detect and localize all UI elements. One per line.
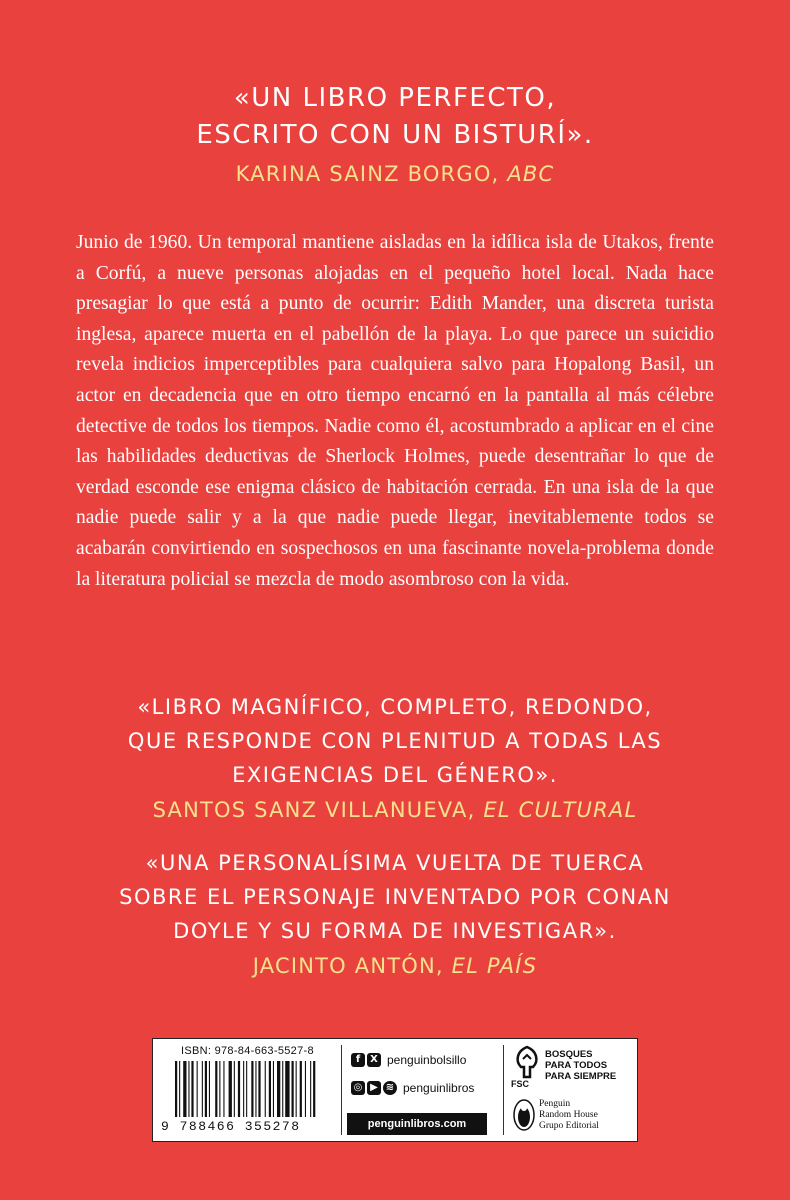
spotify-icon: ≋	[383, 1081, 397, 1095]
quote-attribution	[0, 162, 790, 186]
barcode-bar	[238, 1061, 240, 1117]
quote-line: DOYLE Y SU FORMA DE INVESTIGAR».	[173, 919, 617, 943]
quote-line: «UN LIBRO PERFECTO,	[233, 83, 557, 113]
quote-line: ESCRITO CON UN BISTURÍ».	[196, 120, 594, 150]
barcode-bar	[209, 1061, 210, 1117]
quote-source: EL PAÍS	[451, 954, 538, 978]
barcode-bar	[292, 1061, 294, 1117]
barcode-bar	[202, 1061, 203, 1117]
facebook-icon: f	[351, 1053, 365, 1067]
quote-line: «LIBRO MAGNÍFICO, COMPLETO, REDONDO,	[137, 695, 653, 719]
quote-source: ABC	[507, 162, 555, 186]
barcode-bar	[300, 1061, 302, 1117]
barcode-bar	[215, 1061, 217, 1117]
publisher-line: Grupo Editorial	[539, 1121, 599, 1131]
fsc-label: FSC	[511, 1079, 529, 1089]
barcode-bar	[313, 1061, 315, 1117]
social-row-2	[351, 1077, 501, 1099]
fsc-tree-icon	[513, 1045, 541, 1079]
fsc-slogan-line: BOSQUES	[545, 1049, 593, 1060]
barcode-bar	[251, 1061, 253, 1117]
quote-attribution	[0, 798, 790, 822]
fsc-slogan	[545, 1049, 616, 1082]
barcode-bar	[179, 1061, 180, 1117]
publisher-logo	[509, 1097, 633, 1137]
divider	[341, 1045, 342, 1135]
fsc-logo	[509, 1045, 633, 1095]
social-handle: penguinlibros	[403, 1081, 475, 1095]
publisher-name	[539, 1099, 599, 1132]
barcode-bar	[273, 1061, 274, 1117]
barcode-bar	[183, 1061, 186, 1117]
social-links	[351, 1049, 501, 1105]
quote-author: KARINA SAINZ BORGO,	[235, 162, 508, 186]
barcode-bar	[310, 1061, 311, 1117]
instagram-icon: ◎	[351, 1081, 365, 1095]
barcode-bar	[255, 1061, 256, 1117]
barcode-bar	[197, 1061, 198, 1117]
barcode	[161, 1061, 337, 1119]
quote-line: SOBRE EL PERSONAJE INVENTADO POR CONAN	[119, 885, 671, 909]
barcode-bar	[285, 1061, 289, 1117]
quote-line: EXIGENCIAS DEL GÉNERO».	[232, 763, 558, 787]
barcode-number: 9 788466 355278	[161, 1119, 301, 1134]
publisher-panel	[152, 1038, 638, 1142]
review-quote-1	[0, 80, 790, 186]
publisher-line: Random House	[539, 1110, 598, 1120]
barcode-bar	[223, 1061, 224, 1117]
isbn-label: ISBN: 978-84-663-5527-8	[181, 1045, 314, 1057]
youtube-icon: ▶	[367, 1081, 381, 1095]
review-quote-2	[0, 690, 790, 822]
website-label: penguinlibros.com	[347, 1113, 487, 1135]
synopsis-text: Junio de 1960. Un temporal mantiene aisladas en la idílica isla de Utakos, frente a Corfú, a nueve personas alojadas en el pequeño hotel local. Nada hace presagiar lo que está a punto de ocurrir: Edith Mander, una discreta turista inglesa, aparece muerta en el pabellón de la playa. Lo que parece un suicidio revela indicios imperceptibles para cualquiera salvo para Hopalong Basil, un actor en decadencia que en otro tiempo encarnó en la pantalla al más célebre detective de todos los tiempos. Nadie como él, acostumbrado a aplicar en el cine las habilidades deductivas de Sherlock Holmes, puede desentrañar lo que de verdad esconde ese enigma clásico de habitación cerrada. En una isla de la que nadie puede salir y a la que nadie puede llegar, inevitablemente todos se acabarán convirtiendo en sospechosos en una fascinante novela-problema donde la literatura policial se mezcla de modo asombroso con la vida.	[76, 232, 714, 590]
barcode-bar	[229, 1061, 232, 1117]
barcode-bar	[258, 1061, 260, 1117]
barcode-bar	[277, 1061, 280, 1117]
barcode-bar	[265, 1061, 266, 1117]
publisher-line: Penguin	[539, 1099, 571, 1109]
barcode-bar	[296, 1061, 297, 1117]
barcode-bar	[246, 1061, 247, 1117]
fsc-slogan-line: PARA SIEMPRE	[545, 1071, 617, 1082]
barcode-bar	[175, 1061, 177, 1117]
barcode-bar	[205, 1061, 207, 1117]
quote-line: QUE RESPONDE CON PLENITUD A TODAS LAS	[127, 729, 663, 753]
review-quote-3	[0, 846, 790, 978]
barcode-bar	[282, 1061, 283, 1117]
quote-attribution	[0, 954, 790, 978]
quote-line: «UNA PERSONALÍSIMA VUELTA DE TUERCA	[145, 851, 645, 875]
barcode-bar	[188, 1061, 189, 1117]
barcode-bar	[191, 1061, 193, 1117]
social-row-1	[351, 1049, 501, 1071]
barcode-bar	[234, 1061, 235, 1117]
barcode-bar	[243, 1061, 244, 1117]
divider	[503, 1045, 504, 1135]
quote-source: EL CULTURAL	[483, 798, 638, 822]
barcode-bar	[269, 1061, 271, 1117]
barcode-bar	[219, 1061, 220, 1117]
barcode-area	[161, 1045, 337, 1137]
quote-author: SANTOS SANZ VILLANUEVA,	[152, 798, 484, 822]
penguin-icon	[513, 1099, 535, 1131]
barcode-bar	[305, 1061, 306, 1117]
x-icon: X	[367, 1053, 381, 1067]
fsc-slogan-line: PARA TODOS	[545, 1060, 608, 1071]
social-handle: penguinbolsillo	[387, 1053, 467, 1067]
quote-author: JACINTO ANTÓN,	[252, 954, 452, 978]
